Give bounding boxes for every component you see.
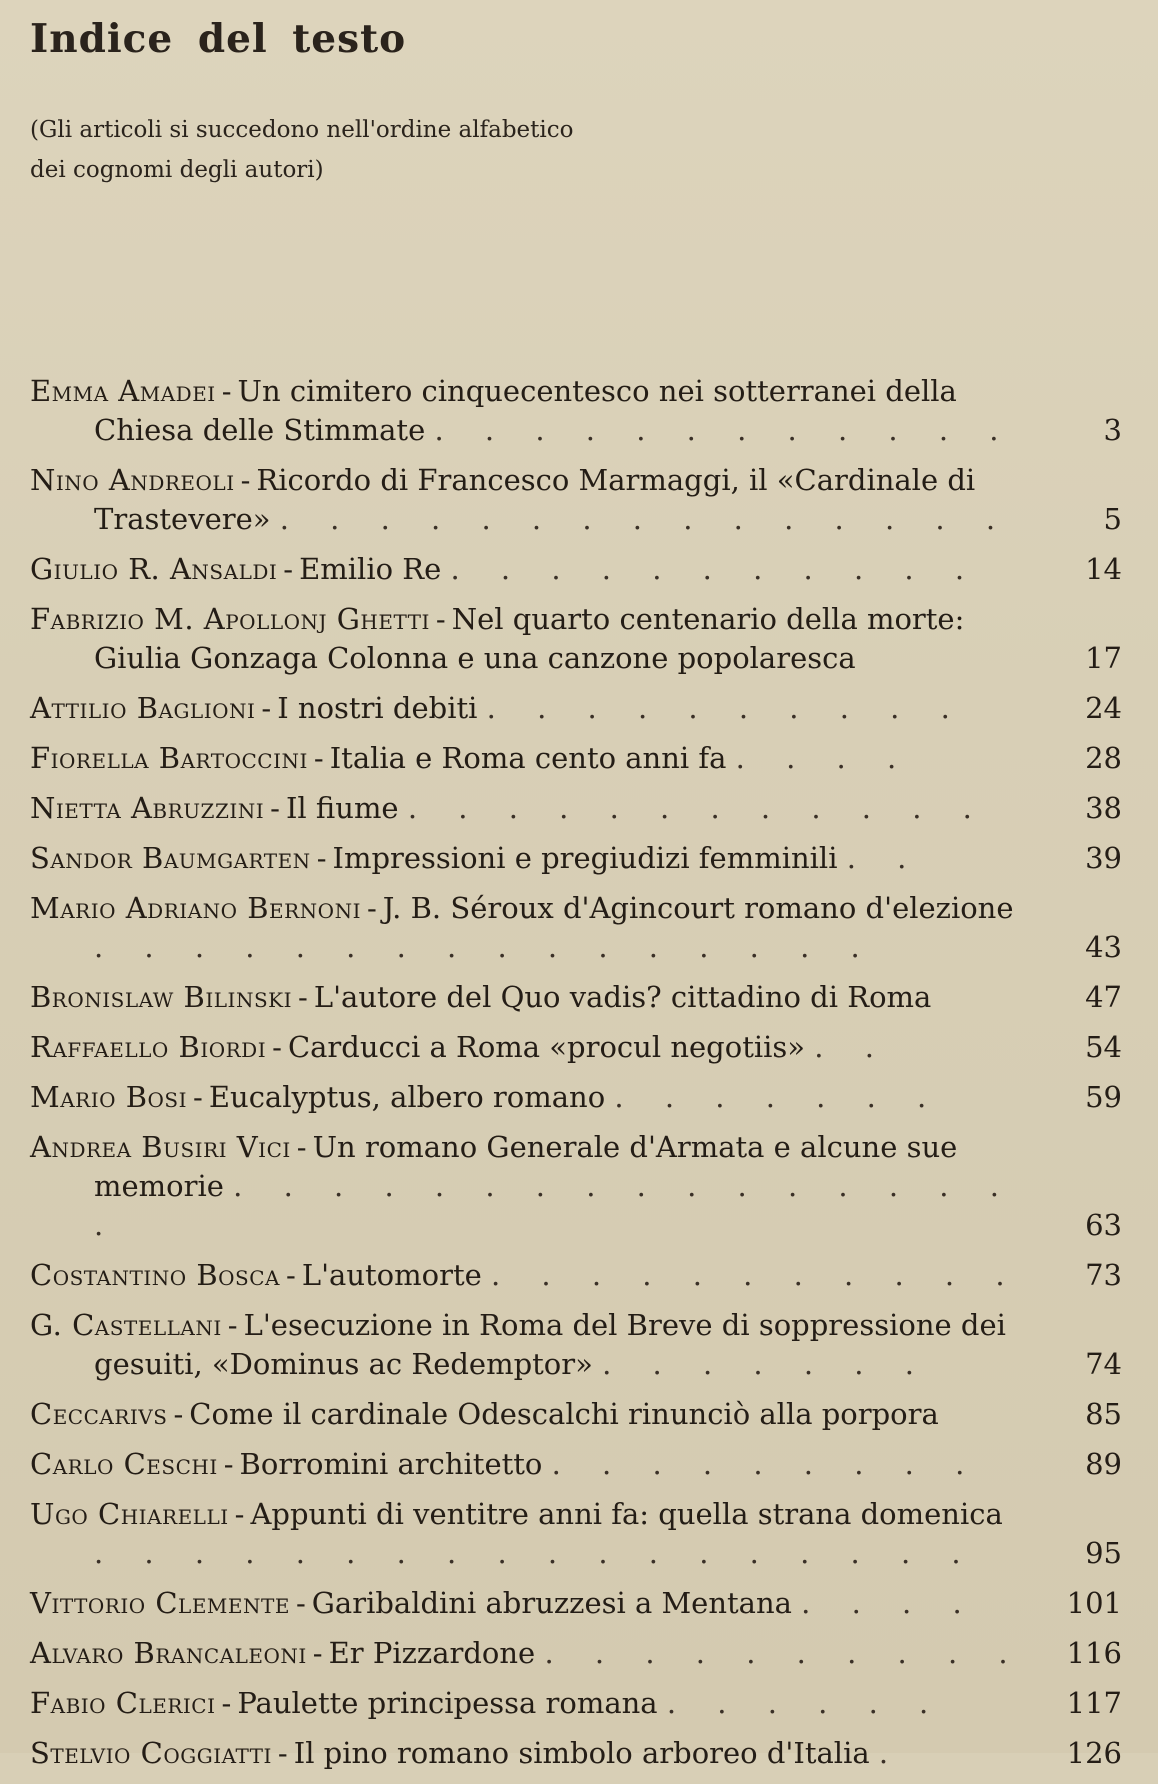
toc-entry-text: [30, 1734, 1026, 1773]
toc-entry-text: [30, 1584, 1026, 1623]
toc-entry-separator: -: [283, 552, 294, 586]
toc-entry-leader-dots: . .: [814, 1030, 890, 1064]
toc-entry-title: Un romano Generale d'Armata e alcune sue memorie: [94, 1130, 958, 1203]
toc-entry-page-number: 126: [1066, 1736, 1122, 1770]
toc-entry-leader-dots: . . . . . . . . . . .: [450, 552, 981, 586]
toc-entry: [30, 1078, 1130, 1117]
toc-entry-leader-dots: . . . . . . .: [602, 1347, 930, 1381]
toc-entry-author: Alvaro Brancaleoni: [30, 1636, 307, 1670]
toc-entry-author: Sandor Baumgarten: [30, 841, 311, 875]
toc-entry-text: [30, 1495, 1026, 1573]
toc-entry: [30, 889, 1130, 967]
toc-entry-text: [30, 1445, 1026, 1484]
toc-entry: [30, 1495, 1130, 1573]
toc-entry: [30, 1734, 1130, 1773]
toc-entry-leader-dots: . . . . . .: [666, 1686, 945, 1720]
toc-entry-separator: -: [227, 1308, 238, 1342]
toc-entry: [30, 550, 1130, 589]
toc-entry-leader-dots: . . . . . . . . .: [551, 1447, 981, 1481]
toc-entry-page-number: 63: [1085, 1208, 1122, 1242]
toc-entry-title: Il pino romano simbolo arboreo d'Italia: [293, 1736, 870, 1770]
toc-entry-author: Attilio Baglioni: [30, 691, 256, 725]
toc-entry-author: Costantino Bosca: [30, 1258, 280, 1292]
toc-entry-page-number: 74: [1085, 1347, 1122, 1381]
toc-entry-page-number: 95: [1085, 1536, 1122, 1570]
toc-entry-title: Er Pizzardone: [328, 1636, 536, 1670]
toc-entry: [30, 1584, 1130, 1623]
toc-entry-separator: -: [298, 980, 308, 1014]
toc-entry-leader-dots: . . . . . . . . . . . . . . . .: [94, 930, 876, 964]
toc-entry-title: Impressioni e pregiudizi femminili: [332, 841, 838, 875]
toc-entry-title: Come il cardinale Odescalchi rinunciò alla porpora: [189, 1397, 939, 1431]
toc-entry-leader-dots: . . . .: [801, 1586, 978, 1620]
toc-entry-title: Carducci a Roma «procul negotiis»: [287, 1030, 806, 1064]
table-of-contents: [30, 372, 1130, 1784]
toc-entry-text: [30, 1078, 1026, 1117]
toc-entry-text: [30, 1256, 1026, 1295]
toc-entry-text: [30, 1395, 1026, 1434]
toc-entry-title: L'autore del Quo vadis? cittadino di Roma: [313, 980, 932, 1014]
toc-entry-text: [30, 1028, 1026, 1067]
toc-entry-text: [30, 1634, 1026, 1673]
toc-entry: [30, 839, 1130, 878]
toc-entry-text: [30, 739, 1026, 778]
toc-entry-title: J. B. Séroux d'Agincourt romano d'elezione: [382, 891, 1014, 925]
toc-entry-title: Nel quarto centenario della morte: Giulia Gonzaga Colonna e una canzone popolaresca: [94, 602, 965, 675]
toc-entry-title: Un cimitero cinquecentesco nei sotterranei della Chiesa delle Stimmate: [94, 374, 957, 447]
toc-entry-title: Garibaldini abruzzesi a Mentana: [311, 1586, 792, 1620]
toc-entry-separator: -: [193, 1080, 203, 1114]
toc-entry-text: [30, 600, 1026, 678]
toc-entry-text: [30, 889, 1026, 967]
toc-entry-title: Emilio Re: [299, 552, 442, 586]
ordering-note-line: (Gli articoli si succedono nell'ordine alfabetico: [30, 117, 574, 143]
toc-entry-author: Carlo Ceschi: [30, 1447, 218, 1481]
toc-entry-page-number: 47: [1085, 980, 1122, 1014]
toc-entry: [30, 978, 1130, 1017]
toc-entry: [30, 461, 1130, 539]
toc-entry-author: Vittorio Clemente: [30, 1586, 290, 1620]
toc-entry-author: Nino Andreoli: [30, 463, 235, 497]
toc-entry-page-number: 38: [1085, 791, 1122, 825]
toc-entry-title: Il fiume: [285, 791, 399, 825]
toc-entry-author: Ugo Chiarelli: [30, 1497, 229, 1531]
toc-entry-title: Italia e Roma cento anni fa: [329, 741, 727, 775]
toc-entry-text: [30, 839, 1026, 878]
toc-entry-page-number: 43: [1085, 930, 1122, 964]
toc-entry-page-number: 89: [1085, 1447, 1122, 1481]
toc-entry-leader-dots: . . . . . . . . . . . .: [434, 413, 1015, 447]
toc-entry-separator: -: [435, 602, 446, 636]
toc-entry-page-number: 17: [1085, 641, 1122, 675]
toc-entry-leader-dots: . . . . . . . . . . . .: [407, 791, 988, 825]
toc-entry-separator: -: [240, 463, 251, 497]
toc-entry-author: Andrea Busiri Vici: [30, 1130, 291, 1164]
toc-entry-page-number: 116: [1066, 1636, 1122, 1670]
toc-entry-separator: -: [221, 374, 232, 408]
toc-entry: [30, 1634, 1130, 1673]
toc-entry-title: Borromini architetto: [239, 1447, 543, 1481]
toc-entry-page-number: 28: [1085, 741, 1122, 775]
toc-entry: [30, 1028, 1130, 1067]
toc-entry-text: [30, 689, 1026, 728]
toc-entry-text: [30, 789, 1026, 828]
toc-entry-separator: -: [272, 1030, 282, 1064]
toc-entry-title: I nostri debiti: [277, 691, 478, 725]
toc-entry-page-number: 117: [1066, 1686, 1122, 1720]
toc-entry-author: G. Castellani: [30, 1308, 222, 1342]
toc-entry-author: Mario Bosi: [30, 1080, 188, 1114]
toc-entry: [30, 1256, 1130, 1295]
toc-entry-separator: -: [270, 791, 280, 825]
toc-entry-leader-dots: . . . . . . . . . . . . . . . . . .: [94, 1536, 977, 1570]
toc-entry-author: Giulio R. Ansaldi: [30, 552, 278, 586]
toc-entry-title: Paulette principessa romana: [237, 1686, 658, 1720]
toc-entry-separator: -: [296, 1130, 307, 1164]
toc-entry: [30, 1445, 1130, 1484]
toc-entry: [30, 789, 1130, 828]
toc-entry-separator: -: [295, 1586, 306, 1620]
toc-entry-leader-dots: . . . . . . . . . . .: [490, 1258, 1021, 1292]
toc-entry-leader-dots: . . . . . . . . . .: [486, 691, 966, 725]
toc-entry-page-number: 85: [1085, 1397, 1122, 1431]
toc-entry-separator: -: [223, 1447, 234, 1481]
toc-entry-page-number: 101: [1066, 1586, 1122, 1620]
toc-entry-separator: -: [366, 891, 377, 925]
toc-entry-text: [30, 1128, 1026, 1245]
toc-entry-leader-dots: . . . . . . . . . .: [544, 1636, 1024, 1670]
toc-entry: [30, 689, 1130, 728]
toc-entry-separator: -: [286, 1258, 296, 1292]
toc-entry-text: [30, 372, 1026, 450]
toc-entry-text: [30, 978, 1026, 1017]
toc-entry-title: Eucalyptus, albero romano: [208, 1080, 606, 1114]
toc-entry: [30, 1395, 1130, 1434]
toc-entry-page-number: 3: [1103, 413, 1122, 447]
toc-entry-separator: -: [316, 841, 327, 875]
page-title: Indice del testo: [30, 16, 407, 62]
toc-entry-leader-dots: . . . . . . .: [614, 1080, 943, 1114]
toc-entry-leader-dots: . . . . . . . . . . . . . . . . .: [94, 1169, 1015, 1242]
toc-entry-author: Emma Amadei: [30, 374, 216, 408]
toc-entry-page-number: 73: [1085, 1258, 1122, 1292]
toc-entry-separator: -: [173, 1397, 184, 1431]
toc-entry-leader-dots: . . . .: [735, 741, 913, 775]
toc-entry-title: Ricordo di Francesco Marmaggi, il «Cardinale di Trastevere»: [94, 463, 976, 536]
toc-entry-separator: -: [277, 1736, 288, 1770]
toc-entry-title: L'esecuzione in Roma del Breve di soppressione dei gesuiti, «Dominus ac Redemptor»: [94, 1308, 1006, 1381]
toc-entry-author: Nietta Abruzzini: [30, 791, 265, 825]
ordering-note-line: dei cognomi degli autori): [30, 157, 324, 183]
toc-entry-text: [30, 550, 1026, 589]
toc-entry-title: Appunti di ventitre anni fa: quella strana domenica: [250, 1497, 1003, 1531]
toc-entry-page-number: 39: [1085, 841, 1122, 875]
toc-entry-text: [30, 1306, 1026, 1384]
toc-entry: [30, 739, 1130, 778]
toc-entry-author: Fabrizio M. Apollonj Ghetti: [30, 602, 430, 636]
toc-entry-author: Bronislaw Bilinski: [30, 980, 292, 1014]
toc-entry-author: Mario Adriano Bernoni: [30, 891, 361, 925]
toc-entry-page-number: 14: [1085, 552, 1122, 586]
toc-entry-text: [30, 461, 1026, 539]
toc-entry-text: [30, 1684, 1026, 1723]
toc-entry-author: Fabio Clerici: [30, 1686, 216, 1720]
toc-entry-author: Stelvio Coggiatti: [30, 1736, 272, 1770]
toc-entry-separator: -: [234, 1497, 245, 1531]
toc-entry: [30, 1128, 1130, 1245]
toc-entry-leader-dots: .: [878, 1736, 905, 1770]
ordering-note: [30, 110, 730, 190]
toc-entry-page-number: 54: [1085, 1030, 1122, 1064]
toc-entry-author: Fiorella Bartoccini: [30, 741, 308, 775]
toc-entry-separator: -: [221, 1686, 232, 1720]
toc-entry-page-number: 24: [1085, 691, 1122, 725]
toc-entry-separator: -: [312, 1636, 323, 1670]
toc-entry-separator: -: [261, 691, 272, 725]
toc-entry: [30, 600, 1130, 678]
toc-entry-leader-dots: . .: [846, 841, 923, 875]
toc-entry-separator: -: [313, 741, 324, 775]
toc-entry-author: Ceccarivs: [30, 1397, 168, 1431]
toc-entry: [30, 1684, 1130, 1723]
toc-entry-page-number: 5: [1103, 502, 1122, 536]
toc-entry-page-number: 59: [1085, 1080, 1122, 1114]
toc-entry-leader-dots: . . . . . . . . . . . . . . .: [279, 502, 1012, 536]
toc-entry-title: L'automorte: [301, 1258, 482, 1292]
toc-entry: [30, 372, 1130, 450]
toc-entry-author: Raffaello Biordi: [30, 1030, 267, 1064]
toc-entry: [30, 1306, 1130, 1384]
